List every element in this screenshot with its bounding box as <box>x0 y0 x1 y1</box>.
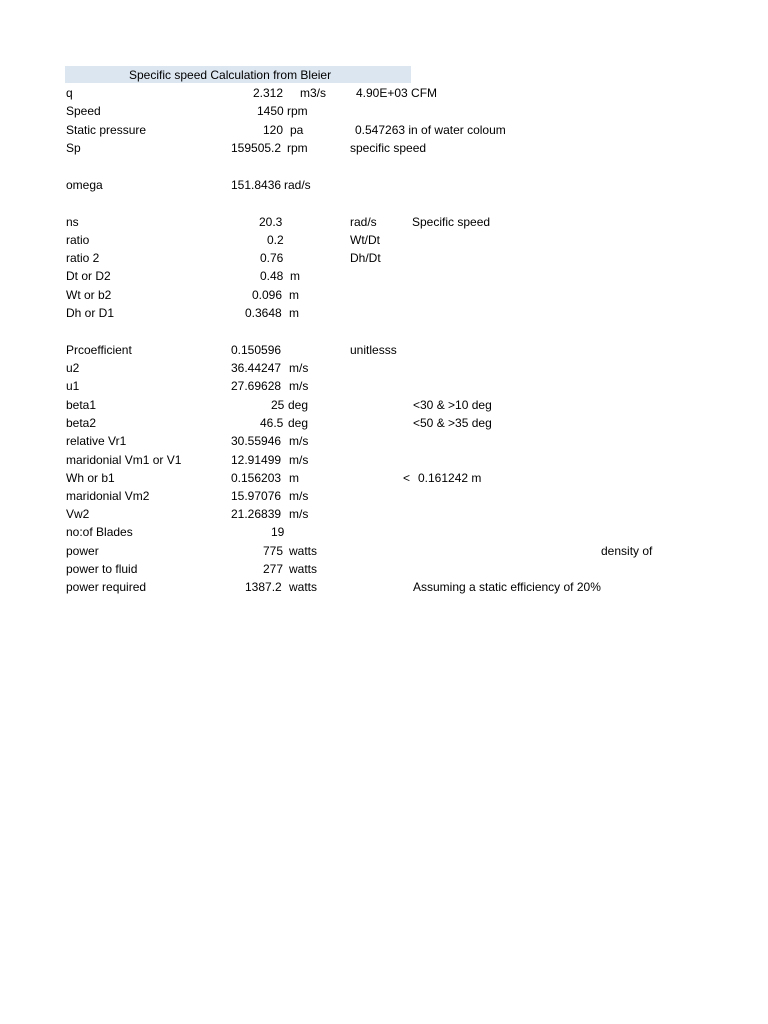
row-label: q <box>66 86 73 100</box>
row-label: ratio <box>66 233 90 247</box>
row-note: Assuming a static efficiency of 20% <box>413 580 601 594</box>
row-value: 159505.2 <box>231 141 282 155</box>
row-unit: m/s <box>289 489 309 503</box>
row-unit: deg <box>288 398 309 412</box>
row-unit: m/s <box>289 453 309 467</box>
row-label: power required <box>66 580 147 594</box>
row-value: 21.26839 <box>231 507 282 521</box>
row-unit: m <box>289 288 299 302</box>
row-unit: m/s <box>289 507 309 521</box>
row-label: Wh or b1 <box>66 471 115 485</box>
row-value: 775 <box>263 544 284 558</box>
row-unit: pa <box>290 123 304 137</box>
row-label: Sp <box>66 141 81 155</box>
row-note: Dh/Dt <box>350 251 381 265</box>
row-unit: watts <box>289 580 318 594</box>
row-label: ratio 2 <box>66 251 100 265</box>
row-unit: m/s <box>289 379 309 393</box>
row-note: rad/s <box>350 215 377 229</box>
row-value: 120 <box>263 123 284 137</box>
row-value: 36.44247 <box>231 361 282 375</box>
row-unit: rpm <box>287 141 308 155</box>
row-unit: m/s <box>289 434 309 448</box>
row-unit: m/s <box>289 361 309 375</box>
row-unit: deg <box>288 416 309 430</box>
row-unit: m3/s <box>300 86 327 100</box>
row-label: beta2 <box>66 416 97 430</box>
row-label: u1 <box>66 379 80 393</box>
row-note: 4.90E+03 CFM <box>356 86 438 100</box>
row-unit: m <box>289 306 299 320</box>
row-value: 0.2 <box>267 233 284 247</box>
row-label: Speed <box>66 104 101 118</box>
row-value: 46.5 <box>260 416 284 430</box>
row-note: specific speed <box>350 141 427 155</box>
row-value: 27.69628 <box>231 379 282 393</box>
row-label: power <box>66 544 99 558</box>
row-value: 20.3 <box>259 215 283 229</box>
row-value: 30.55946 <box>231 434 282 448</box>
row-value: 151.8436 <box>231 178 282 192</box>
less-than-sign: < <box>403 471 411 485</box>
row-label: Vw2 <box>66 507 90 521</box>
row-label: maridonial Vm1 or V1 <box>66 453 182 467</box>
row-note: unitlesss <box>350 343 397 357</box>
row-unit: m <box>289 471 299 485</box>
row-note: <30 & >10 deg <box>413 398 492 412</box>
row-label: maridonial Vm2 <box>66 489 150 503</box>
row-value: 12.91499 <box>231 453 282 467</box>
row-label: Static pressure <box>66 123 147 137</box>
row-value: 2.312 <box>253 86 284 100</box>
row-label: power to fluid <box>66 562 138 576</box>
row-label: relative Vr1 <box>66 434 127 448</box>
row-note: 0.161242 m <box>418 471 482 485</box>
row-value: 1387.2 <box>245 580 282 594</box>
row-value: 0.48 <box>260 269 284 283</box>
row-label: ns <box>66 215 79 229</box>
row-label: no:of Blades <box>66 525 133 539</box>
row-value: 19 <box>271 525 285 539</box>
row-label: Dt or D2 <box>66 269 111 283</box>
row-value: 0.156203 <box>231 471 282 485</box>
row-note: Wt/Dt <box>350 233 380 247</box>
row-unit: m <box>290 269 300 283</box>
row-label: Wt or b2 <box>66 288 112 302</box>
row-unit: rad/s <box>284 178 311 192</box>
row-value: 277 <box>263 562 284 576</box>
row-value: 25 <box>271 398 285 412</box>
row-value: 15.97076 <box>231 489 282 503</box>
row-label: beta1 <box>66 398 97 412</box>
row-value: 0.76 <box>260 251 284 265</box>
row-label: Prcoefficient <box>66 343 132 357</box>
row-unit: rpm <box>287 104 308 118</box>
row-note: 0.547263 in of water coloum <box>355 123 506 137</box>
row-label: u2 <box>66 361 80 375</box>
row-value: 0.150596 <box>231 343 282 357</box>
row-value: 0.3648 <box>245 306 282 320</box>
row-label: omega <box>66 178 103 192</box>
row-note: <50 & >35 deg <box>413 416 492 430</box>
row-label: Dh or D1 <box>66 306 115 320</box>
row-value: 0.096 <box>252 288 283 302</box>
row-unit: watts <box>289 562 318 576</box>
row-unit: watts <box>289 544 318 558</box>
sheet-title: Specific speed Calculation from Bleier <box>129 68 332 82</box>
row-value: 1450 <box>257 104 284 118</box>
row-note: Specific speed <box>412 215 491 229</box>
row-note: density of <box>601 544 653 558</box>
